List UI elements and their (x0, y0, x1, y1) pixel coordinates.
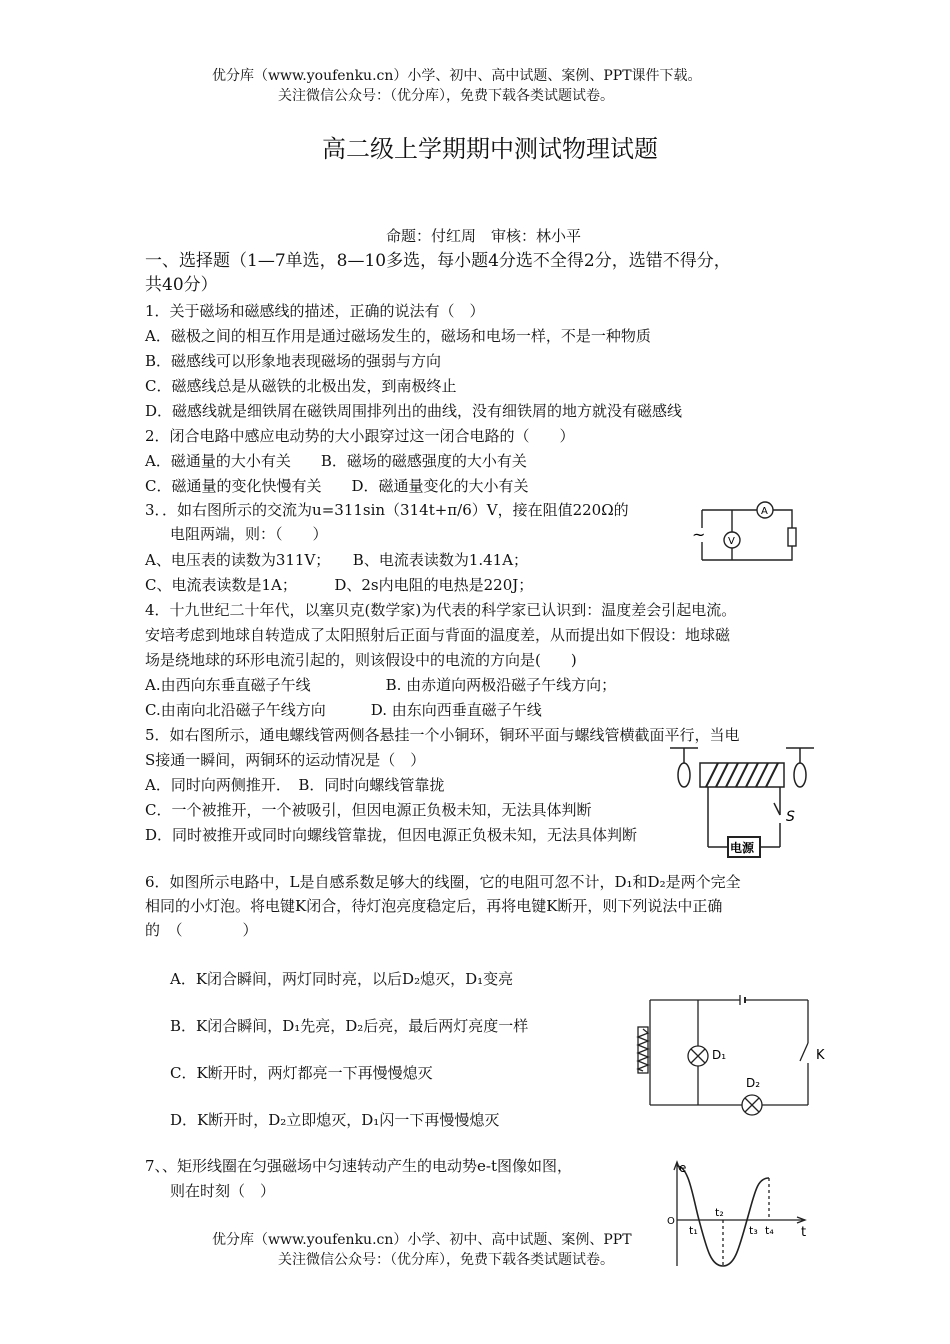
lamp-d1-label: D₁ (712, 1048, 727, 1062)
q7-et-graph (665, 1158, 815, 1270)
q4-stem-l1: 4．十九世纪二十年代，以塞贝克(数学家)为代表的科学家已认识到：温度差会引起电流。 (145, 601, 737, 619)
q1-option-b: B．磁感线可以形象地表现磁场的强弱与方向 (145, 352, 442, 370)
q1-option-d: D．磁感线就是细铁屑在磁铁周围排列出的曲线，没有细铁屑的地方就没有磁感线 (145, 402, 683, 420)
q6-option-d: D．K断开时，D₂立即熄灭，D₁闪一下再慢慢熄灭 (170, 1111, 500, 1129)
power-source-label: 电源 (730, 841, 755, 855)
graph-t1-label: t₁ (689, 1224, 698, 1237)
q6-stem-l3: 的 （ ） (145, 921, 258, 939)
q4-stem-l3: 场是绕地球的环形电流引起的，则该假设中的电流的方向是( ) (145, 651, 577, 669)
q6-circuit-figure (630, 995, 830, 1110)
q6-option-b: B．K闭合瞬间，D₁先亮，D₂后亮，最后两灯亮度一样 (170, 1017, 529, 1035)
q6-stem-l1: 6．如图所示电路中，L是自感系数足够大的线圈，它的电阻可忽不计，D₁和D₂是两个完全 (145, 873, 741, 891)
q2-stem: 2．闭合电路中感应电动势的大小跟穿过这一闭合电路的（ ） (145, 427, 575, 445)
q5-option-d: D．同时被推开或同时向螺线管靠拢，但因电源正负极未知，无法具体判断 (145, 826, 638, 844)
page-title: 高二级上学期期中测试物理试题 (322, 135, 658, 163)
section-heading-cont: 共40分） (145, 275, 218, 295)
ammeter-label: A (761, 506, 768, 517)
q4-stem-l2: 安培考虑到地球自转造成了太阳照射后正面与背面的温度差，从而提出如下假设：地球磁 (145, 626, 731, 644)
graph-e-axis-label: e (679, 1161, 687, 1175)
q6-option-a: A．K闭合瞬间，两灯同时亮，以后D₂熄灭，D₁变亮 (170, 970, 514, 988)
q5-solenoid-figure (668, 745, 818, 860)
site-footer-line2: 关注微信公众号：（优分库），免费下载各类试题试卷。 (278, 1252, 614, 1268)
q5-stem-l2: S接通一瞬间，两铜环的运动情况是（ ） (145, 751, 426, 769)
q2-options-cd: C．磁通量的变化快慢有关 D．磁通量变化的大小有关 (145, 477, 529, 495)
graph-t3-label: t₃ (749, 1224, 758, 1237)
q5-option-a: A．同时向两侧推开． B．同时向螺线管靠拢 (145, 776, 445, 794)
authors-line: 命题：付红周 审核：林小平 (386, 227, 582, 245)
graph-t-axis-label: t (801, 1225, 807, 1240)
q4-options-cd: C.由南向北沿磁子午线方向 D. 由东向西垂直磁子午线 (145, 701, 542, 719)
graph-origin-label: O (667, 1216, 675, 1227)
q3-circuit-figure (688, 498, 800, 568)
q6-stem-l2: 相同的小灯泡。将电键K闭合，待灯泡亮度稳定后，再将电键K断开，则下列说法中正确 (145, 897, 723, 915)
site-footer-line1: 优分库（www.youfenku.cn）小学、初中、高中试题、案例、PPT (212, 1232, 632, 1248)
lamp-d2-label: D₂ (746, 1076, 761, 1090)
site-header-line1: 优分库（www.youfenku.cn）小学、初中、高中试题、案例、PPT课件下载。 (212, 68, 702, 84)
ac-source-symbol: ~ (692, 525, 706, 544)
q4-options-ab: A.由西向东垂直磁子午线 B. 由赤道向两极沿磁子午线方向； (145, 676, 617, 694)
q6-option-c: C．K断开时，两灯都亮一下再慢慢熄灭 (170, 1064, 433, 1082)
switch-k-label: K (816, 1048, 825, 1063)
q5-stem-l1: 5．如右图所示，通电螺线管两侧各悬挂一个小铜环，铜环平面与螺线管横截面平行，当电 (145, 726, 740, 744)
q5-option-c: C．一个被推开，一个被吸引，但因电源正负极未知，无法具体判断 (145, 801, 592, 819)
q1-option-a: A．磁极之间的相互作用是通过磁场发生的，磁场和电场一样，不是一种物质 (145, 327, 651, 345)
switch-s-label: S (786, 809, 795, 825)
q3-options-cd: C、电流表读数是1A； D、2s内电阻的电热是220J； (145, 576, 534, 594)
q1-option-c: C．磁感线总是从磁铁的北极出发，到南极终止 (145, 377, 457, 395)
voltmeter-label: V (728, 536, 735, 547)
site-header-line2: 关注微信公众号：（优分库），免费下载各类试题试卷。 (278, 88, 614, 104)
q3-stem: 3．．如右图所示的交流为u=311sin（314t+π/6）V，接在阻值220Ω的 (145, 501, 629, 519)
graph-t4-label: t₄ (765, 1224, 774, 1237)
section-heading: 一、选择题（1—7单选，8—10多选，每小题4分选不全得2分，选错不得分， (145, 251, 731, 271)
q3-stem-cont: 电阻两端，则：（ ） (170, 525, 328, 543)
q2-options-ab: A．磁通量的大小有关 B．磁场的磁感强度的大小有关 (145, 452, 527, 470)
graph-t2-label: t₂ (715, 1206, 724, 1219)
q3-options-ab: A、电压表的读数为311V； B、电流表读数为1.41A； (145, 551, 529, 569)
q7-stem-l1: 7、、矩形线圈在匀强磁场中匀速转动产生的电动势e-t图像如图， (145, 1157, 573, 1175)
q1-stem: 1．关于磁场和磁感线的描述，正确的说法有（ ） (145, 302, 485, 320)
q7-stem-l2: 则在时刻（ ） (170, 1182, 276, 1200)
